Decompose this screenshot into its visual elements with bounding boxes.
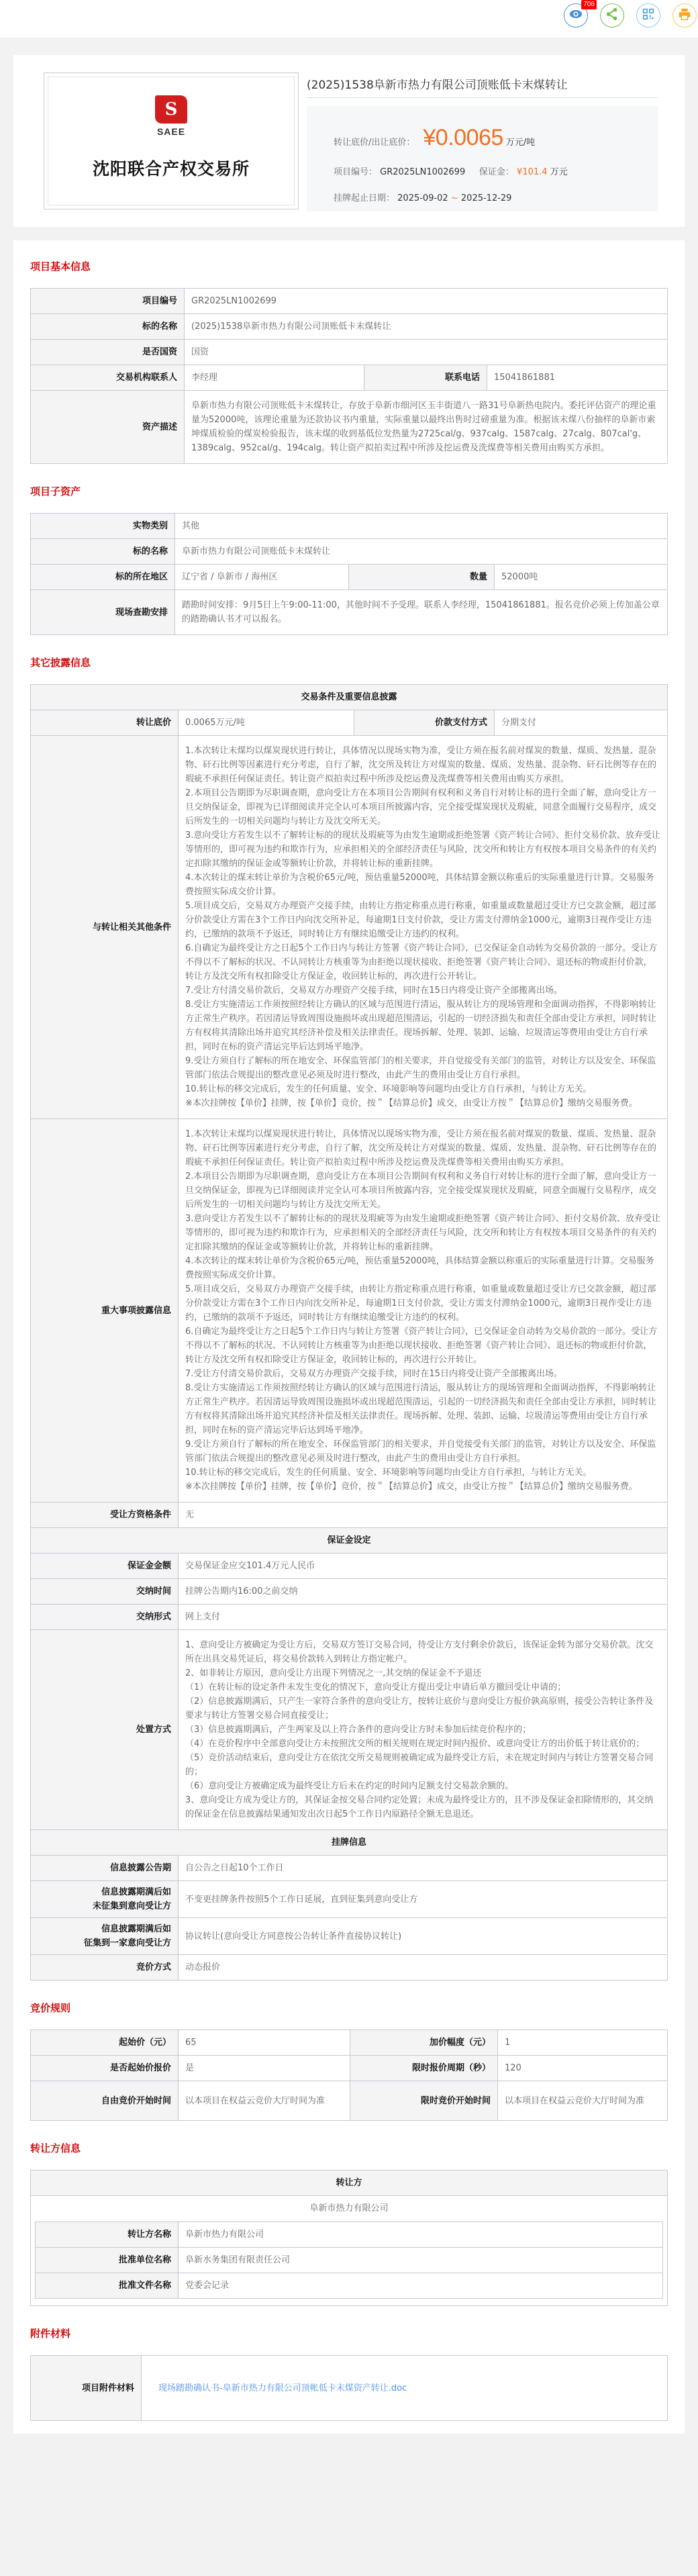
- paragraph: 2、如非转让方原因，意向受让方出现下列情况之一,其交纳的保证金不予退还: [185, 1668, 482, 1678]
- top-toolbar: [0, 0, 698, 38]
- project-no-label: 项目编号：: [334, 167, 378, 177]
- table-row: [31, 2356, 668, 2421]
- row-label: 与转让相关其他条件: [31, 736, 179, 1119]
- row-value: 以本项目在权益云竞价大厅时间为准: [179, 2081, 350, 2121]
- section-transferor: [30, 2141, 668, 2306]
- row-label: 标的名称: [31, 314, 185, 340]
- project-header-card: [13, 55, 685, 227]
- row-label: 竞价方式: [31, 1955, 179, 1981]
- qrcode-icon: [641, 7, 656, 24]
- paragraph: 7.受让方付清交易价款后，交易双方办理资产交接手续，同时在15日内将受让资产全部搬离出场。: [185, 986, 562, 996]
- table-row: [31, 1918, 668, 1955]
- row-value: 阜新市热力有限公司顶账低卡末煤转让，存放于阜新市细河区玉丰街道八一路31号阜新热电院内。委托评估资产的理论重量为52000吨，该理论重量为还款协议书内重量，实际重量以最终出售时过磅重量为准。根据该末煤八份抽样的阜新市索坤煤质检验的煤炭检验报告，该末煤的收到基低位发热量为2725cal/g、937calg、1587calg、27calg、807cal'g、1389calg、952cal/g、194calg。转让资产拟拍卖过程中所涉及挖运费及洗煤费等相关费用由购买方承担。: [185, 391, 668, 464]
- row-value: 65: [179, 2030, 350, 2056]
- transferor-box: [30, 2196, 668, 2306]
- deposit-unit: 万元: [550, 167, 568, 177]
- paragraph: 9.受让方须自行了解标的所在地安全、环保监管部门的相关要求，并自觉接受有关部门的监管，对转让方以及安全、环保监管部门依法合规提出的整改意见必须及时进行整改，由此产生的费用由受让方自行承担。: [185, 1056, 656, 1080]
- row-value: 李经理: [185, 365, 364, 391]
- table-row: [31, 1502, 668, 1528]
- paragraph: 9.受让方须自行了解标的所在地安全、环保监管部门的相关要求，并自觉接受有关部门的监管，对转让方以及安全、环保监管部门依法合规提出的整改意见必须及时进行整改，由此产生的费用由受让方自行承担。: [185, 1439, 656, 1464]
- price-row: [334, 125, 658, 151]
- row-label: 交纳形式: [31, 1605, 179, 1630]
- transferor-head-table: [30, 2170, 668, 2196]
- row-value: 挂牌公告期内16:00之前交纳: [179, 1579, 668, 1605]
- table-row: [36, 2248, 663, 2273]
- table-row: [31, 736, 668, 1119]
- paragraph: 3、意向受让方成为受让方的，其保证金按交易合同约定处置；未成为最终受让方的，且不涉及保证金扣除情形的，其交纳的保证金在信息披露结果通知发出次日起5个工作日内原路径全额无息退还。: [185, 1795, 654, 1819]
- label-line: 信息披露期满后如: [101, 1924, 171, 1934]
- row-value: 0.0065万元/吨: [179, 710, 354, 736]
- section-sub-asset: [30, 484, 668, 635]
- table-row: [36, 2273, 663, 2299]
- row-label: [31, 1918, 179, 1955]
- saee-logo-icon: S: [155, 95, 187, 124]
- label-line: 未征集到意向受让方: [92, 1901, 171, 1911]
- row-value: 辽宁省 / 阜新市 / 海州区: [175, 565, 349, 590]
- section-title: 项目子资产: [30, 485, 81, 497]
- project-no-row: [334, 164, 658, 177]
- sub-asset-table: [30, 513, 668, 635]
- section-title: 转让方信息: [30, 2142, 81, 2154]
- logo-inner: [48, 77, 295, 205]
- paragraph: （2）信息披露期满后，只产生一家符合条件的意向受让方，按转让底价与意向受让方报价孰高原则，接受公告转让条件及要求与转让方签署交易合同直接受让；: [185, 1697, 654, 1721]
- paragraph: （4）在竞价程序中全部意向受让方未按照沈交所的相关规则在规定时间内报价、或意向受让方的出价低于转让底价的；: [185, 1739, 645, 1749]
- row-label: 是否起始价报价: [31, 2056, 179, 2081]
- conditions-heading: 交易条件及重要信息披露: [31, 685, 668, 710]
- listing-end: 2025-12-29: [460, 193, 512, 203]
- listing-sep: ~: [450, 193, 458, 203]
- row-label: 加价幅度（元）: [350, 2030, 498, 2056]
- listing-start: 2025-09-02: [397, 193, 448, 203]
- view-count-button[interactable]: [564, 1, 595, 28]
- table-row: [31, 590, 668, 635]
- paragraph: 10.转让标的移交完成后，发生的任何质量、安全、环境影响等问题均由受让方自行承担，与转让方无关。: [185, 1468, 592, 1478]
- paragraph: （6）意向受让方被确定成为最终受让方后未在约定的时间内足额支付交易款余额的。: [185, 1781, 514, 1791]
- table-row: [31, 1856, 668, 1881]
- section-title: 项目基本信息: [30, 260, 91, 273]
- price-label: 转让底价/出让底价：: [334, 138, 415, 148]
- section-title: 竞价规则: [30, 2002, 71, 2014]
- price-value: ¥0.0065: [423, 125, 503, 150]
- label-line: 征集到一家意向受让方: [83, 1938, 171, 1948]
- table-row: [31, 340, 668, 365]
- row-value: GR2025LN1002699: [185, 289, 668, 314]
- eye-icon: [568, 7, 583, 24]
- paragraph: 6.自确定为最终受让方之日起5个工作日内与转让方签署《资产转让合同》，已交保证金自动转为交易价款的一部分。受让方不得以不了解标的状况、不认同转让方核重等为由拒绝以现状接收、拒绝签署《资产转让合同》、退还标的物或拒付价款，转让方及沈交所有权扣除受让方保证金，收回转让标的，再次进行公开转让。: [185, 1327, 658, 1365]
- row-label: 实物类别: [31, 514, 175, 539]
- listing-period-row: [334, 191, 658, 203]
- section-title: 其它披露信息: [30, 657, 91, 669]
- disposal-text: [179, 1630, 668, 1830]
- table-row: [31, 1881, 668, 1918]
- table-row: [31, 2081, 668, 2121]
- logo-abbr: SAEE: [156, 126, 186, 137]
- row-value: 交易保证金应交101.4万元人民币: [179, 1554, 668, 1579]
- paragraph: 7.受让方付清交易价款后，交易双方办理资产交接手续，同时在15日内将受让资产全部搬离出场。: [185, 1369, 562, 1379]
- table-row: [31, 539, 668, 565]
- row-value: 踏勘时间安排：9月5日上午9:00-11:00，其他时间不予受理。联系人李经理，15041861881。报名竞价必须上传加盖公章的踏勘确认书才可以报名。: [175, 590, 668, 635]
- view-count-badge: 706: [581, 0, 597, 9]
- row-value: 阜新市热力有限公司顶账低卡末煤转让: [175, 539, 668, 565]
- bidding-rules-table: [30, 2030, 668, 2121]
- row-label: 交易机构联系人: [31, 365, 185, 391]
- table-row: [31, 314, 668, 340]
- paragraph: 5.项目成交后，交易双方办理资产交接手续，由转让方指定称重点进行称重，如重量或数量超过受让方已交款金额，超过部分价款受让方需在3个工作日内向沈交所补足，每逾期1日支付价款，受让方需支付滞纳金1000元，逾期3日视作受让方违约，已缴纳的款项不予返还，同时转让方有继续追缴受让方违约的权利。: [185, 901, 656, 939]
- row-label: 标的名称: [31, 539, 175, 565]
- row-value: 1: [498, 2030, 668, 2056]
- row-label: 是否国资: [31, 340, 185, 365]
- table-row: [36, 2222, 663, 2248]
- table-row: [31, 289, 668, 314]
- section-other-disclosure: [30, 655, 668, 1981]
- deposit-heading: 保证金设定: [31, 1528, 668, 1554]
- tool-icons: [564, 3, 697, 28]
- row-label: 限时报价周期（秒）: [350, 2056, 498, 2081]
- paragraph: 8.受让方实施清运工作须按照经转让方确认的区域与范围进行清运，服从转让方的现场管理和全面调动指挥，不得影响转让方正常生产秩序。若因清运导致周围设施损坏或出现超范围清运，引起的一切经济损失和责任全部由受让方承担，同时转让方有权将其清除出场并追究其经济补偿及相关法律责任。现场拆解、处理、装卸、运输、垃圾清运等费用由受让方自行承担，同时在标的资产清运完毕后达到场平地净。: [185, 1000, 657, 1052]
- row-label: 联系电话: [364, 365, 487, 391]
- row-value: 动态报价: [179, 1955, 668, 1981]
- table-header-row: [31, 1528, 668, 1554]
- row-label: 重大事项披露信息: [31, 1119, 179, 1502]
- deposit-value: ¥101.4: [517, 167, 548, 177]
- row-label: 项目编号: [31, 289, 185, 314]
- row-label: 自由竞价开始时间: [31, 2081, 179, 2121]
- logo-box: [44, 73, 299, 209]
- label-line: 信息披露期满后如: [101, 1887, 171, 1897]
- table-header-row: [31, 685, 668, 710]
- section-basic-info: [30, 259, 668, 464]
- paragraph: 1.本次转让末煤均以煤炭现状进行转让，具体情况以现场实物为准，受让方须在报名前对煤炭的数量、煤质、发热量、混杂物、矸石比例等因素进行充分考虑，自行了解，沈交所及转让方对煤炭的数量、煤质、发热量、混杂物、矸石比例等存在的瑕疵不承担任何保证责任。转让资产拟拍卖过程中所涉及挖运费及洗煤费等相关费用由购买方承担。: [185, 746, 657, 784]
- share-button[interactable]: [600, 3, 624, 28]
- paragraph: （5）竞价活动结束后，意向受让方在依沈交所交易规则被确定成为最终受让方后，未在规定时间内与转让方签署交易合同的；: [185, 1753, 654, 1777]
- attachment-file-link[interactable]: 现场踏勘确认书-阜新市热力有限公司顶帐低卡末煤资产转让.doc: [158, 2383, 407, 2393]
- row-value: 其他: [175, 514, 668, 539]
- row-value: 阜新水务集团有限责任公司: [179, 2248, 663, 2273]
- row-label: 批准文件名称: [36, 2273, 179, 2299]
- related-conditions-text: [179, 736, 668, 1119]
- table-row: [31, 391, 668, 464]
- row-value: 协议转让(意向受让方同意按公告转让条件直接协议转让): [179, 1918, 668, 1955]
- row-value: 15041861881: [487, 365, 668, 391]
- row-label: 资产描述: [31, 391, 185, 464]
- paragraph: 8.受让方实施清运工作须按照经转让方确认的区域与范围进行清运，服从转让方的现场管理和全面调动指挥，不得影响转让方正常生产秩序。若因清运导致周围设施损坏或出现超范围清运，引起的一切经济损失和责任全部由受让方承担，同时转让方有权将其清除出场并追究其经济补偿及相关法律责任。现场拆解、处理、装卸、运输、垃圾清运等费用由受让方自行承担，同时在标的资产清运完毕后达到场平地净。: [185, 1383, 657, 1435]
- listing-label: 挂牌起止日期：: [334, 193, 395, 203]
- paragraph: 2.本项目公告期即为尽职调查期，意向受让方在本项目公告期间有权利和义务自行对转让标的进行全面了解，意向受让方一旦交纳保证金，即视为已详细阅读并完全认可本项目所披露内容，完全接受煤炭现状及瑕疵，同意全面履行交易程序，成交后所发生的一切相关问题均与转让方及沈交所无关。: [185, 788, 657, 826]
- transferor-heading: 转让方: [31, 2170, 668, 2196]
- row-value: 52000吨: [495, 565, 668, 590]
- row-label: 限时竞价开始时间: [350, 2081, 498, 2121]
- paragraph: 4.本次转让的煤末转让单价为含税价65元/吨，预估重量52000吨，具体结算金额以称重后的实际重量进行计算。交易服务费按照实际成交价计算。: [185, 873, 654, 897]
- table-header-row: [31, 2170, 668, 2196]
- table-row: [31, 1579, 668, 1605]
- header-details: [307, 73, 658, 211]
- transferor-company: 阜新市热力有限公司: [309, 2203, 389, 2213]
- paragraph: （1）在转让标的设定条件未发生变化的情况下，意向受让方提出受让申请后单方撤回受让申请的；: [185, 1682, 566, 1692]
- row-label: 标的所在地区: [31, 565, 175, 590]
- row-label: 转让底价: [31, 710, 179, 736]
- row-value: 自公告之日起10个工作日: [179, 1856, 668, 1881]
- project-title: (2025)1538阜新市热力有限公司顶账低卡末煤转让: [307, 73, 658, 98]
- paragraph: 1.本次转让末煤均以煤炭现状进行转让，具体情况以现场实物为准，受让方须在报名前对煤炭的数量、煤质、发热量、混杂物、矸石比例等因素进行充分考虑，自行了解，沈交所及转让方对煤炭的数量、煤质、发热量、混杂物、矸石比例等存在的瑕疵不承担任何保证责任。转让资产拟拍卖过程中所涉及挖运费及洗煤费等相关费用由购买方承担。: [185, 1129, 657, 1167]
- table-row: [31, 1119, 668, 1502]
- section-bidding-rules: [30, 2001, 668, 2121]
- row-label: 价款支付方式: [354, 710, 495, 736]
- table-row: [31, 1605, 668, 1630]
- row-value: 党委会记录: [179, 2273, 663, 2299]
- project-no-value: GR2025LN1002699: [380, 167, 466, 177]
- row-label: 处置方式: [31, 1630, 179, 1830]
- price-unit: 万元/吨: [505, 138, 536, 148]
- row-value: 以本项目在权益云竞价大厅时间为准: [498, 2081, 668, 2121]
- attachment-cell: [142, 2356, 668, 2421]
- deposit-label: 保证金：: [479, 167, 514, 177]
- row-value: 120: [498, 2056, 668, 2081]
- paragraph: 1、意向受让方被确定为受让方后，交易双方签订交易合同，待受让方支付剩余价款后，该保证金转为部分交易价款。沈交所在出具交易凭证后，将交易价款转入到转让方指定帐户。: [185, 1640, 654, 1664]
- basic-info-table: [30, 288, 668, 464]
- row-value: (2025)1538阜新市热力有限公司顶账低卡末煤转让: [185, 314, 668, 340]
- table-row: [31, 710, 668, 736]
- project-detail-card: [13, 240, 685, 2434]
- row-label: 受让方资格条件: [31, 1502, 179, 1528]
- row-label: 交纳时间: [31, 1579, 179, 1605]
- qrcode-button[interactable]: [636, 3, 660, 28]
- row-label: 转让方名称: [36, 2222, 179, 2248]
- transferor-table: [35, 2222, 663, 2299]
- paragraph: 3.意向受让方若发生以不了解转让标的的现状及瑕疵等为由发生逾期或拒绝签署《资产转让合同》、拒付交易价款、放弃受让等情形的，即可视为违约和欺诈行为，应承担相关的全部经济责任与风险，沈交所和转让方有权按本项目交易条件的有关约定扣除其缴纳的保证金或等额转让价款，并将转让标的重新挂牌。: [185, 1214, 660, 1252]
- row-label: 现场查勘安排: [31, 590, 175, 635]
- section-title: 附件材料: [30, 2328, 71, 2340]
- price-box: [307, 106, 658, 211]
- row-value: 分期支付: [495, 710, 668, 736]
- row-label: 项目附件材料: [31, 2356, 142, 2421]
- card-bottom-padding: [30, 2421, 668, 2431]
- paragraph: 10.转让标的移交完成后，发生的任何质量、安全、环境影响等问题均由受让方自行承担，与转让方无关。: [185, 1084, 592, 1094]
- print-button[interactable]: [672, 3, 697, 28]
- page-bottom-gap: [0, 2434, 698, 2447]
- attachments-table: [30, 2355, 668, 2421]
- paragraph: 2.本项目公告期即为尽职调查期，意向受让方在本项目公告期间有权利和义务自行对转让标的进行全面了解，意向受让方一旦交纳保证金，即视为已详细阅读并完全认可本项目所披露内容，完全接受煤炭现状及瑕疵，同意全面履行交易程序，成交后所发生的一切相关问题均与转让方及沈交所无关。: [185, 1172, 657, 1210]
- listing-heading: 挂牌信息: [31, 1830, 668, 1856]
- table-row: [31, 565, 668, 590]
- row-value: 国资: [185, 340, 668, 365]
- paragraph: ※本次挂牌按【单价】挂牌，按【单价】竞价，按＂【结算总价】成交，由受让方按＂【结算总价】缴纳交易服务费。: [185, 1098, 638, 1108]
- row-value: 网上支付: [179, 1605, 668, 1630]
- table-row: [31, 1554, 668, 1579]
- table-header-row: [31, 1830, 668, 1856]
- row-label: [31, 1881, 179, 1918]
- print-icon: [677, 7, 692, 24]
- row-value: 阜新市热力有限公司: [179, 2222, 663, 2248]
- row-label: 起始价（元）: [31, 2030, 179, 2056]
- row-value: 无: [179, 1502, 668, 1528]
- table-row: [31, 1630, 668, 1830]
- paragraph: 6.自确定为最终受让方之日起5个工作日内与转让方签署《资产转让合同》，已交保证金自动转为交易价款的一部分。受让方不得以不了解标的状况、不认同转让方核重等为由拒绝以现状接收、拒绝签署《资产转让合同》、退还标的物或拒付价款，转让方及沈交所有权扣除受让方保证金，收回转让标的，再次进行公开转让。: [185, 943, 658, 982]
- disclosure-table: [30, 684, 668, 1981]
- row-label: 批准单位名称: [36, 2248, 179, 2273]
- row-label: 数量: [349, 565, 495, 590]
- row-value: 是: [179, 2056, 350, 2081]
- paragraph: （3）信息披露期满后，产生两家及以上符合条件的意向受让方时未参加后续竞价程序的；: [185, 1725, 532, 1735]
- table-row: [31, 1955, 668, 1981]
- table-row: [31, 2030, 668, 2056]
- paragraph: 4.本次转让的煤末转让单价为含税价65元/吨，预估重量52000吨，具体结算金额以称重后的实际重量进行计算。交易服务费按照实际成交价计算。: [185, 1256, 654, 1280]
- paragraph: ※本次挂牌按【单价】挂牌，按【单价】竞价，按＂【结算总价】成交，由受让方按＂【结算总价】缴纳交易服务费。: [185, 1482, 638, 1492]
- paragraph: 5.项目成交后，交易双方办理资产交接手续，由转让方指定称重点进行称重，如重量或数量超过受让方已交款金额，超过部分价款受让方需在3个工作日内向沈交所补足，每逾期1日支付价款，受让方需支付滞纳金1000元，逾期3日视作受让方违约，已缴纳的款项不予返还，同时转让方有继续追缴受让方违约的权利。: [185, 1284, 656, 1323]
- major-disclosure-text: [179, 1119, 668, 1502]
- table-row: [31, 514, 668, 539]
- table-row: [31, 2056, 668, 2081]
- share-icon: [605, 7, 619, 24]
- paragraph: 3.意向受让方若发生以不了解转让标的的现状及瑕疵等为由发生逾期或拒绝签署《资产转让合同》、拒付交易价款、放弃受让等情形的，即可视为违约和欺诈行为，应承担相关的全部经济责任与风险，沈交所和转让方有权按本项目交易条件的有关约定扣除其缴纳的保证金或等额转让价款，并将转让标的重新挂牌。: [185, 830, 660, 869]
- section-attachments: [30, 2326, 668, 2421]
- logo-name: 沈阳联合产权交易所: [92, 159, 250, 179]
- table-row: [31, 365, 668, 391]
- row-label: 保证金金额: [31, 1554, 179, 1579]
- row-value: 不变更挂牌条件按照5个工作日延展，直到征集到意向受让方: [179, 1881, 668, 1918]
- row-label: 信息披露公告期: [31, 1856, 179, 1881]
